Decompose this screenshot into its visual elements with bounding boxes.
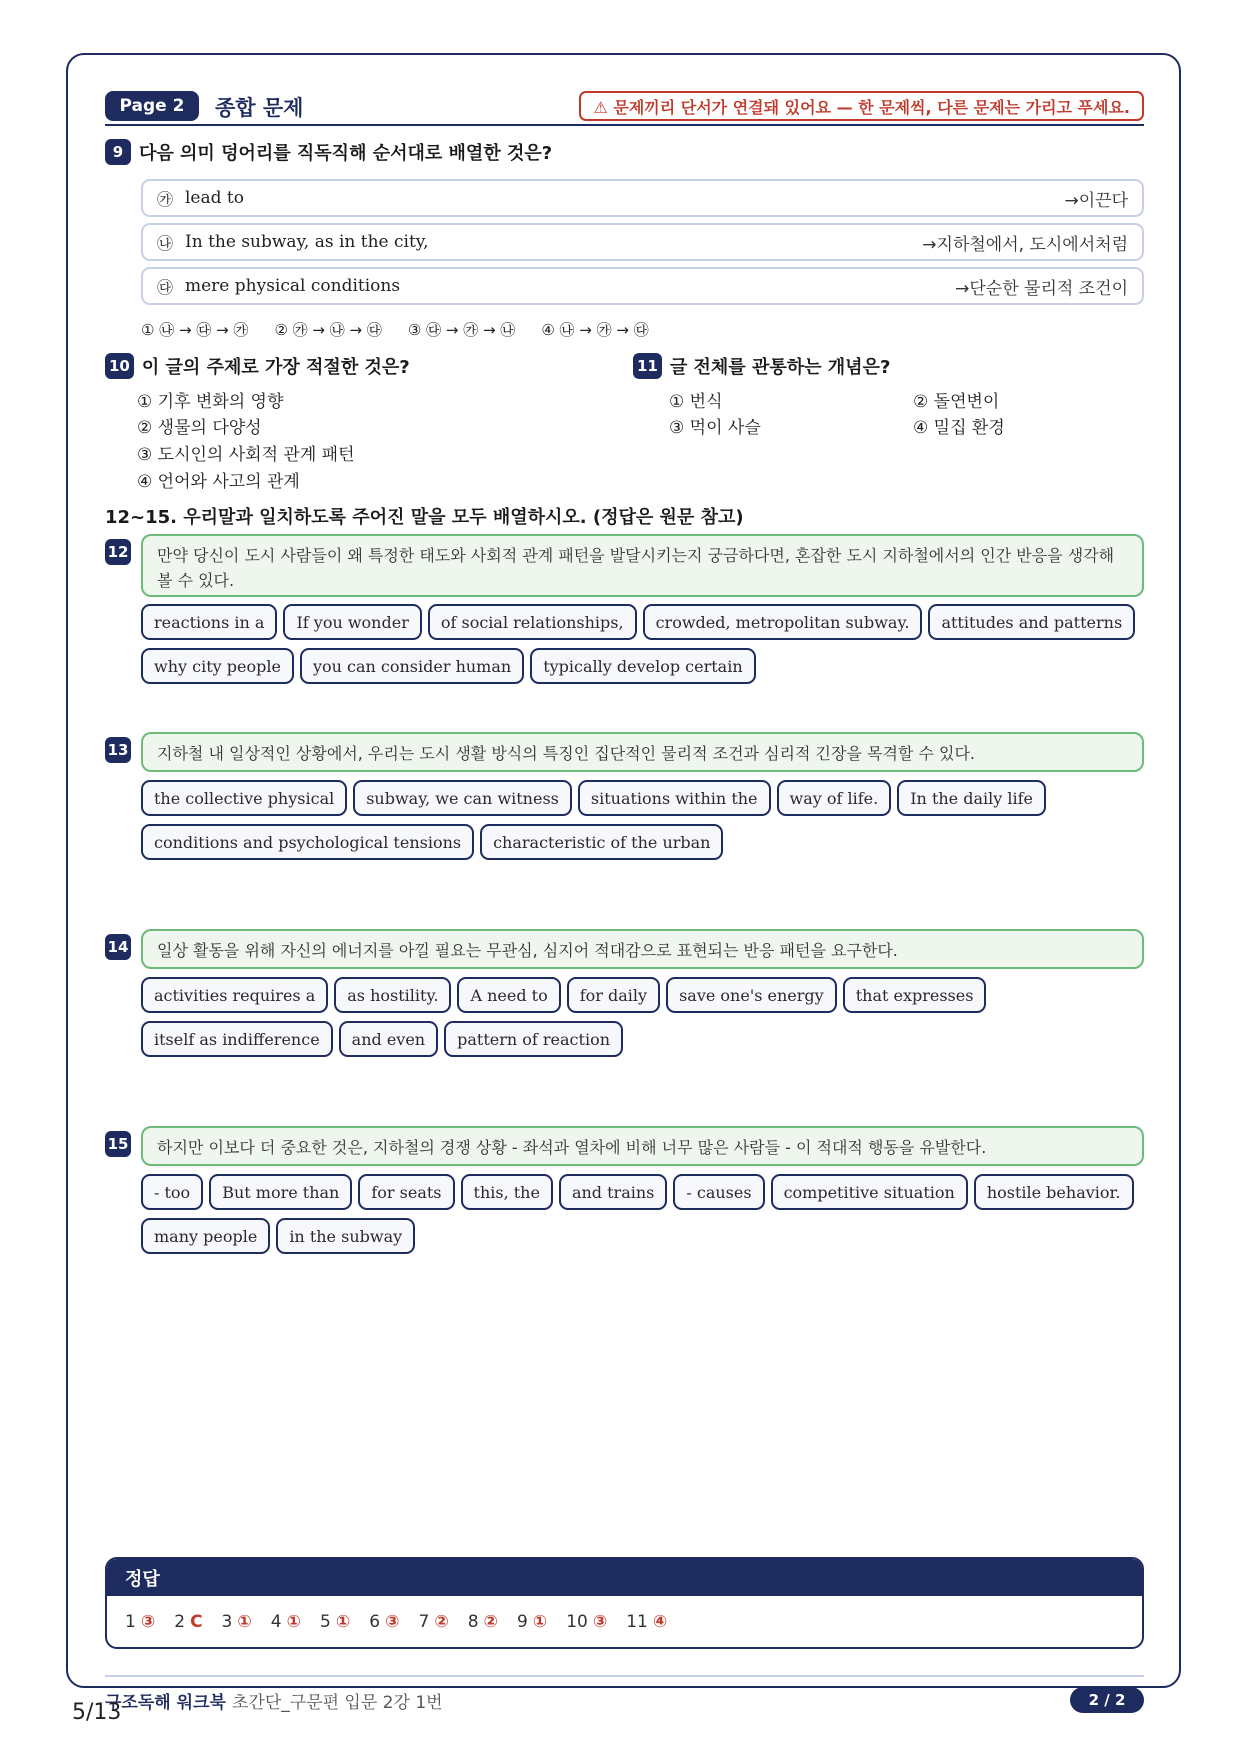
answer-item bbox=[418, 1612, 448, 1632]
answer-number: 8 bbox=[467, 1611, 479, 1632]
answer-number: 11 bbox=[626, 1611, 648, 1632]
word-chip[interactable]: pattern of reaction bbox=[444, 1021, 623, 1057]
question-number: 9 bbox=[105, 139, 131, 165]
word-chip[interactable]: competitive situation bbox=[771, 1174, 968, 1210]
word-chip[interactable]: characteristic of the urban bbox=[480, 824, 723, 860]
word-chip[interactable]: save one's energy bbox=[666, 977, 837, 1013]
question-number: 13 bbox=[105, 737, 131, 763]
answer-number: 10 bbox=[566, 1611, 588, 1632]
word-chip[interactable]: A need to bbox=[457, 977, 560, 1013]
answer-key-title: 정답 bbox=[107, 1559, 1142, 1596]
question-10-heading bbox=[105, 353, 410, 379]
korean-prompt: 일상 활동을 위해 자신의 에너지를 아낄 필요는 무관심, 심지어 적대감으로 표현되는 반응 패턴을 요구한다. bbox=[141, 929, 1144, 969]
phrase-korean: →이끈다 bbox=[1064, 190, 1128, 211]
word-chip[interactable]: in the subway bbox=[276, 1218, 415, 1254]
question-9-heading bbox=[105, 139, 552, 165]
phrase-english: lead to bbox=[185, 188, 244, 208]
answer-item bbox=[468, 1612, 498, 1632]
warning-notice: ⚠ 문제끼리 단서가 연결돼 있어요 — 한 문제씩, 다른 문제는 가리고 푸세요. bbox=[579, 91, 1144, 121]
word-chip[interactable]: why city people bbox=[141, 648, 294, 684]
answer-number: 1 bbox=[125, 1611, 136, 1632]
phrase-english: In the subway, as in the city, bbox=[185, 232, 429, 252]
answer-value: ② bbox=[434, 1611, 449, 1632]
answer-value: ② bbox=[483, 1611, 498, 1632]
word-chip[interactable]: In the daily life bbox=[897, 780, 1046, 816]
word-chip[interactable]: this, the bbox=[461, 1174, 553, 1210]
answer-value: ① bbox=[532, 1611, 548, 1632]
question-number: 10 bbox=[105, 353, 134, 379]
word-chip[interactable]: as hostility. bbox=[334, 977, 451, 1013]
worksheet-content bbox=[105, 91, 1144, 1713]
choice[interactable]: ② 생물의 다양성 bbox=[137, 418, 262, 438]
option[interactable]: ② ㉮ → ㉯ → ㉰ bbox=[274, 321, 382, 339]
page-label: Page 2 bbox=[105, 91, 199, 121]
footer-page-number: 2 / 2 bbox=[1070, 1687, 1144, 1713]
answer-item bbox=[566, 1612, 607, 1632]
footer-divider bbox=[105, 1675, 1144, 1677]
word-chip[interactable]: If you wonder bbox=[283, 604, 421, 640]
question-number: 14 bbox=[105, 934, 131, 960]
answer-item bbox=[125, 1612, 155, 1632]
word-chip[interactable]: for seats bbox=[358, 1174, 454, 1210]
word-chip[interactable]: for daily bbox=[567, 977, 660, 1013]
word-chip[interactable]: activities requires a bbox=[141, 977, 328, 1013]
answer-number: 9 bbox=[516, 1611, 528, 1632]
footer-subtitle: 초간단_구문편 입문 2강 1번 bbox=[232, 1693, 443, 1713]
word-chip[interactable]: and even bbox=[339, 1021, 438, 1057]
choice[interactable]: ① 기후 변화의 영향 bbox=[137, 392, 284, 412]
question-number: 11 bbox=[633, 353, 662, 379]
answer-list bbox=[107, 1596, 1142, 1647]
answer-number: 2 bbox=[174, 1611, 186, 1632]
question-number: 15 bbox=[105, 1131, 131, 1157]
question-text: 글 전체를 관통하는 개념은? bbox=[669, 357, 891, 378]
option[interactable]: ④ ㉯ → ㉮ → ㉰ bbox=[541, 321, 649, 339]
document-page-counter: 5/13 bbox=[72, 1700, 122, 1725]
word-chip[interactable]: crowded, metropolitan subway. bbox=[643, 604, 923, 640]
answer-item bbox=[271, 1612, 301, 1632]
phrase-mark: ㉯ bbox=[157, 233, 174, 253]
answer-key bbox=[105, 1557, 1144, 1649]
phrase-mark: ㉰ bbox=[157, 277, 174, 297]
word-chip[interactable]: situations within the bbox=[578, 780, 771, 816]
section-title: 12~15. 우리말과 일치하도록 주어진 말을 모두 배열하시오. (정답은 원문 참고) bbox=[105, 507, 744, 528]
word-chip[interactable]: But more than bbox=[209, 1174, 352, 1210]
answer-item bbox=[320, 1612, 350, 1632]
word-chip[interactable]: attitudes and patterns bbox=[928, 604, 1135, 640]
korean-prompt: 하지만 이보다 더 중요한 것은, 지하철의 경쟁 상황 - 좌석과 열차에 비해 너무 많은 사람들 - 이 적대적 행동을 유발한다. bbox=[141, 1126, 1144, 1166]
word-chip[interactable]: the collective physical bbox=[141, 780, 347, 816]
phrase-row bbox=[141, 223, 1144, 261]
word-chip[interactable]: itself as indifference bbox=[141, 1021, 333, 1057]
choice[interactable]: ④ 밀집 환경 bbox=[913, 418, 1005, 438]
option[interactable]: ③ ㉰ → ㉮ → ㉯ bbox=[407, 321, 516, 339]
answer-number: 5 bbox=[320, 1611, 331, 1632]
answer-number: 3 bbox=[221, 1611, 233, 1632]
word-chips bbox=[141, 977, 1144, 1057]
answer-number: 6 bbox=[369, 1611, 381, 1632]
answer-item bbox=[369, 1612, 399, 1632]
word-chip[interactable]: subway, we can witness bbox=[353, 780, 572, 816]
question-11-heading bbox=[633, 353, 890, 379]
answer-item bbox=[626, 1612, 667, 1632]
question-text: 다음 의미 덩어리를 직독직해 순서대로 배열한 것은? bbox=[139, 143, 553, 164]
word-chip[interactable]: you can consider human bbox=[300, 648, 524, 684]
answer-number: 7 bbox=[418, 1611, 430, 1632]
phrase-korean: →단순한 물리적 조건이 bbox=[955, 278, 1128, 299]
answer-value: ① bbox=[237, 1611, 252, 1632]
answer-value: ③ bbox=[140, 1611, 156, 1632]
question-text: 이 글의 주제로 가장 적절한 것은? bbox=[141, 357, 410, 378]
answer-value: ① bbox=[286, 1611, 302, 1632]
korean-prompt: 만약 당신이 도시 사람들이 왜 특정한 태도와 사회적 관계 패턴을 발달시키는지 궁금하다면, 혼잡한 도시 지하철에서의 인간 반응을 생각해볼 수 있다. bbox=[141, 534, 1144, 597]
word-chip[interactable]: - too bbox=[141, 1174, 203, 1210]
word-chips bbox=[141, 604, 1144, 684]
phrase-mark: ㉮ bbox=[157, 189, 174, 209]
phrase-row bbox=[141, 267, 1144, 305]
phrase-row bbox=[141, 179, 1144, 217]
answer-value: ③ bbox=[592, 1611, 608, 1632]
phrase-korean: →지하철에서, 도시에서처럼 bbox=[922, 234, 1128, 255]
choice[interactable]: ③ 먹이 사슬 bbox=[669, 418, 761, 438]
word-chip[interactable]: that expresses bbox=[843, 977, 987, 1013]
word-chip[interactable]: hostile behavior. bbox=[974, 1174, 1134, 1210]
answer-value: ④ bbox=[652, 1611, 668, 1632]
word-chip[interactable]: typically develop certain bbox=[530, 648, 755, 684]
answer-item bbox=[517, 1612, 547, 1632]
phrase-english: mere physical conditions bbox=[185, 276, 401, 296]
word-chips bbox=[141, 1174, 1144, 1254]
footer-brand: 구조독해 워크북 bbox=[105, 1693, 226, 1713]
korean-prompt: 지하철 내 일상적인 상황에서, 우리는 도시 생활 방식의 특징인 집단적인 물리적 조건과 심리적 긴장을 목격할 수 있다. bbox=[141, 732, 1144, 772]
answer-value: ③ bbox=[385, 1611, 400, 1632]
question-number: 12 bbox=[105, 539, 131, 565]
word-chip[interactable]: reactions in a bbox=[141, 604, 277, 640]
answer-value: C bbox=[190, 1611, 203, 1632]
choice[interactable]: ② 돌연변이 bbox=[913, 392, 1000, 412]
choice[interactable]: ④ 언어와 사고의 관계 bbox=[137, 472, 300, 492]
word-chip[interactable]: and trains bbox=[559, 1174, 667, 1210]
answer-number: 4 bbox=[270, 1611, 282, 1632]
word-chip[interactable]: many people bbox=[141, 1218, 270, 1254]
word-chip[interactable]: - causes bbox=[673, 1174, 764, 1210]
answer-value: ① bbox=[335, 1611, 351, 1632]
word-chips bbox=[141, 780, 1144, 860]
choice[interactable]: ③ 도시인의 사회적 관계 패턴 bbox=[137, 445, 355, 465]
question-9-options bbox=[141, 319, 649, 340]
answer-item bbox=[174, 1612, 202, 1632]
word-chip[interactable]: conditions and psychological tensions bbox=[141, 824, 474, 860]
page-title: 종합 문제 bbox=[215, 96, 304, 120]
option[interactable]: ① ㉯ → ㉰ → ㉮ bbox=[141, 321, 249, 339]
choice[interactable]: ① 번식 bbox=[669, 392, 723, 412]
word-chip[interactable]: way of life. bbox=[777, 780, 892, 816]
answer-item bbox=[222, 1612, 252, 1632]
word-chip[interactable]: of social relationships, bbox=[428, 604, 637, 640]
page-header bbox=[105, 91, 1144, 126]
